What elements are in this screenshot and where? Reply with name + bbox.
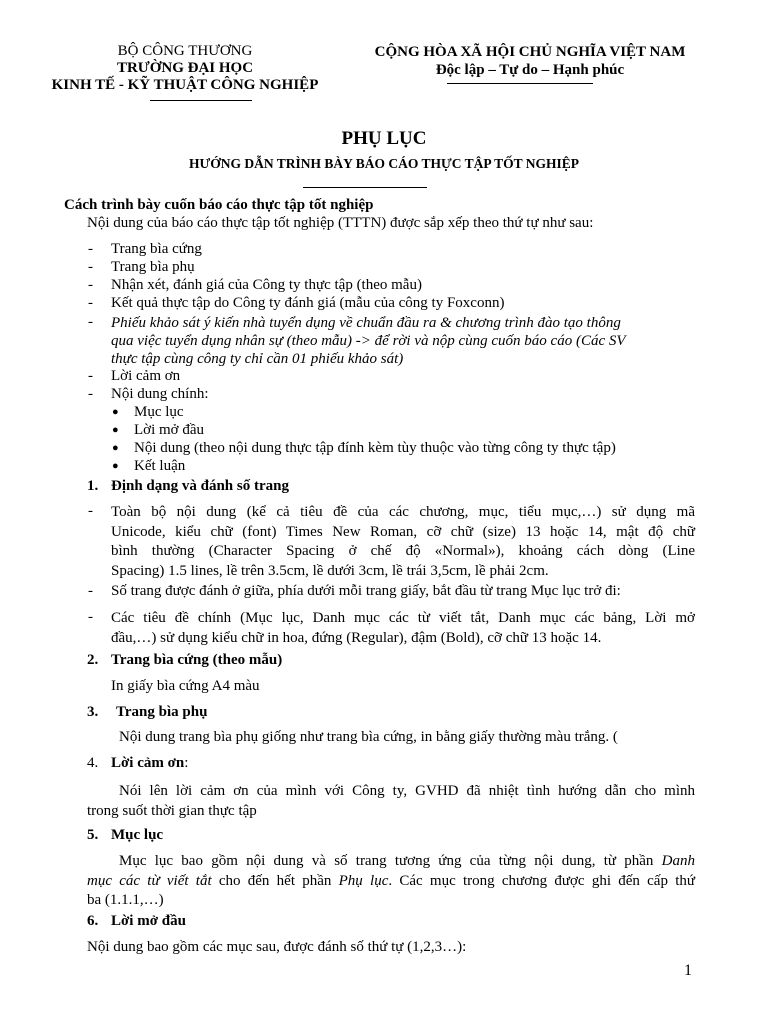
italic-run: Phụ lục [338,872,389,889]
sub-list-item: Lời mở đầu [134,422,205,438]
list-item: Trang bìa phụ [111,259,195,275]
survey-line: qua việc tuyển dụng nhân sự (theo mẫu) -> để rời và nộp cùng cuốn báo cáo (Các SV [111,333,626,349]
dash-marker: - [88,277,93,293]
sub-list-item: Nội dung (theo nội dung thực tập đính kèm tùy thuộc vào từng công ty thực tập) [134,440,616,456]
ministry-name: BỘ CÔNG THƯƠNG [117,43,253,59]
toc-paragraph [87,852,695,911]
dash-marker: - [88,368,93,384]
bullet-icon: ● [112,460,119,472]
paragraph-line: Các tiêu đề chính (Mục lục, Danh mục các từ viết tắt, Danh mục các bảng, Lời mở [111,610,695,626]
section-colon: : [184,755,189,771]
section-title: Trang bìa phụ [116,704,208,720]
section-body: Nội dung trang bìa phụ giống như trang bìa cứng, in bằng giấy thường màu trắng. ( [119,729,618,745]
page-subtitle: HƯỚNG DẪN TRÌNH BÀY BÁO CÁO THỰC TẬP TỐT NGHIỆP [189,156,579,171]
section-body: In giấy bìa cứng A4 màu [111,678,260,694]
paragraph-line: Spacing) 1.5 lines, lề trên 3.5cm, lề dưới 3cm, lề trái 3,5cm, lề phải 2cm. [111,562,549,579]
list-item: Nội dung chính: [111,386,209,402]
italic-run: Danh [661,853,695,869]
dash-marker: - [88,259,93,275]
heading-style-paragraph [111,609,695,648]
paragraph-line [87,872,695,892]
survey-line: Phiếu khảo sát ý kiến nhà tuyển dụng về chuẩn đầu ra & chương trình đào tạo thông [111,315,621,331]
nation-header [340,43,720,79]
section-heading-line [111,755,188,772]
section-number: 2. [87,652,99,668]
paragraph-line: bình thường (Character Spacing ở chế độ «Normal»), khoảng cách dòng (Line [111,543,695,559]
sub-list-item: Mục lục [134,404,184,420]
list-item: Kết quả thực tập do Công ty đánh giá (mẫu của công ty Foxconn) [111,295,505,311]
paragraph-line: Unicode, kiểu chữ (font) Times New Roman, cỡ chữ (size) 13 hoặc 14, mật độ chữ [111,523,695,540]
ministry-header [40,43,330,94]
dash-marker: - [88,583,93,599]
survey-item [111,314,626,368]
nation-name: CỘNG HÒA XÃ HỘI CHỦ NGHĨA VIỆT NAM [374,44,686,60]
section-title: Định dạng và đánh số trang [111,478,289,494]
survey-line: thực tập cùng công ty chỉ cần 01 phiếu khảo sát) [111,351,404,367]
paragraph-line: Nói lên lời cảm ơn của mình với Công ty, GVHD đã nhiệt tình hướng dẫn cho mình [119,783,695,799]
paragraph-line: đầu,…) sử dụng kiểu chữ in hoa, đứng (Regular), đậm (Bold), cỡ chữ 13 hoặc 14. [111,629,602,646]
page-number-rule: Số trang được đánh ở giữa, phía dưới mỗi trang giấy, bắt đầu từ trang Mục lục trở đi: [111,583,621,599]
section-number: 1. [87,478,99,494]
header-left-rule [150,100,252,101]
italic-run: mục các từ viết tắt [87,872,212,889]
section-heading: Cách trình bày cuốn báo cáo thực tập tốt nghiệp [64,197,374,213]
format-paragraph [111,503,695,581]
text-run: cho đến hết phần [211,872,339,889]
bullet-icon: ● [112,424,119,436]
paragraph-line: Toàn bộ nội dung (kể cả tiêu đề của các chương, mục, tiểu mục,…) sử dụng mã [111,504,695,520]
dash-marker: - [88,241,93,257]
list-item: Lời cảm ơn [111,368,181,384]
section-number: 6. [87,913,99,929]
header-right-rule [447,83,593,84]
page-number: 1 [684,962,692,979]
list-item: Nhận xét, đánh giá của Công ty thực tập (theo mẫu) [111,277,422,293]
list-item: Trang bìa cứng [111,241,202,257]
section-title: Mục lục [111,827,164,843]
paragraph-line: ba (1.1.1,…) [87,892,164,908]
sub-list-item: Kết luận [134,458,186,474]
title-rule [303,187,427,188]
thanks-paragraph [87,782,695,821]
dash-marker: - [88,314,93,330]
section-number: 5. [87,827,99,843]
nation-motto: Độc lập – Tự do – Hạnh phúc [435,62,625,78]
section-number: 4. [87,755,99,771]
section-title: Lời cảm ơn [111,755,185,771]
bullet-icon: ● [112,406,119,418]
dash-marker: - [88,295,93,311]
paragraph-line [87,852,695,872]
page-title: PHỤ LỤC [341,128,427,149]
section-title: Trang bìa cứng (theo mẫu) [111,652,283,668]
bullet-icon: ● [112,442,119,454]
text-run: Mục lục bao gồm nội dung và số trang tương ứng của từng nội dung, từ phần [119,853,662,869]
dash-marker: - [88,609,93,625]
university-line1: TRƯỜNG ĐẠI HỌC [116,60,254,76]
text-run: . Các mục trong chương được ghi đến cấp thứ [388,872,695,889]
dash-marker: - [88,386,93,402]
paragraph-line: trong suốt thời gian thực tập [87,802,257,819]
section-number: 3. [87,704,99,720]
dash-marker: - [88,503,93,519]
intro-text: Nội dung của báo cáo thực tập tốt nghiệp (TTTN) được sắp xếp theo thứ tự như sau: [87,215,594,231]
section-body: Nội dung bao gồm các mục sau, được đánh số thứ tự (1,2,3…): [87,939,467,955]
university-line2: KINH TẾ - KỸ THUẬT CÔNG NGHIỆP [51,77,319,93]
section-title: Lời mở đầu [111,913,186,929]
